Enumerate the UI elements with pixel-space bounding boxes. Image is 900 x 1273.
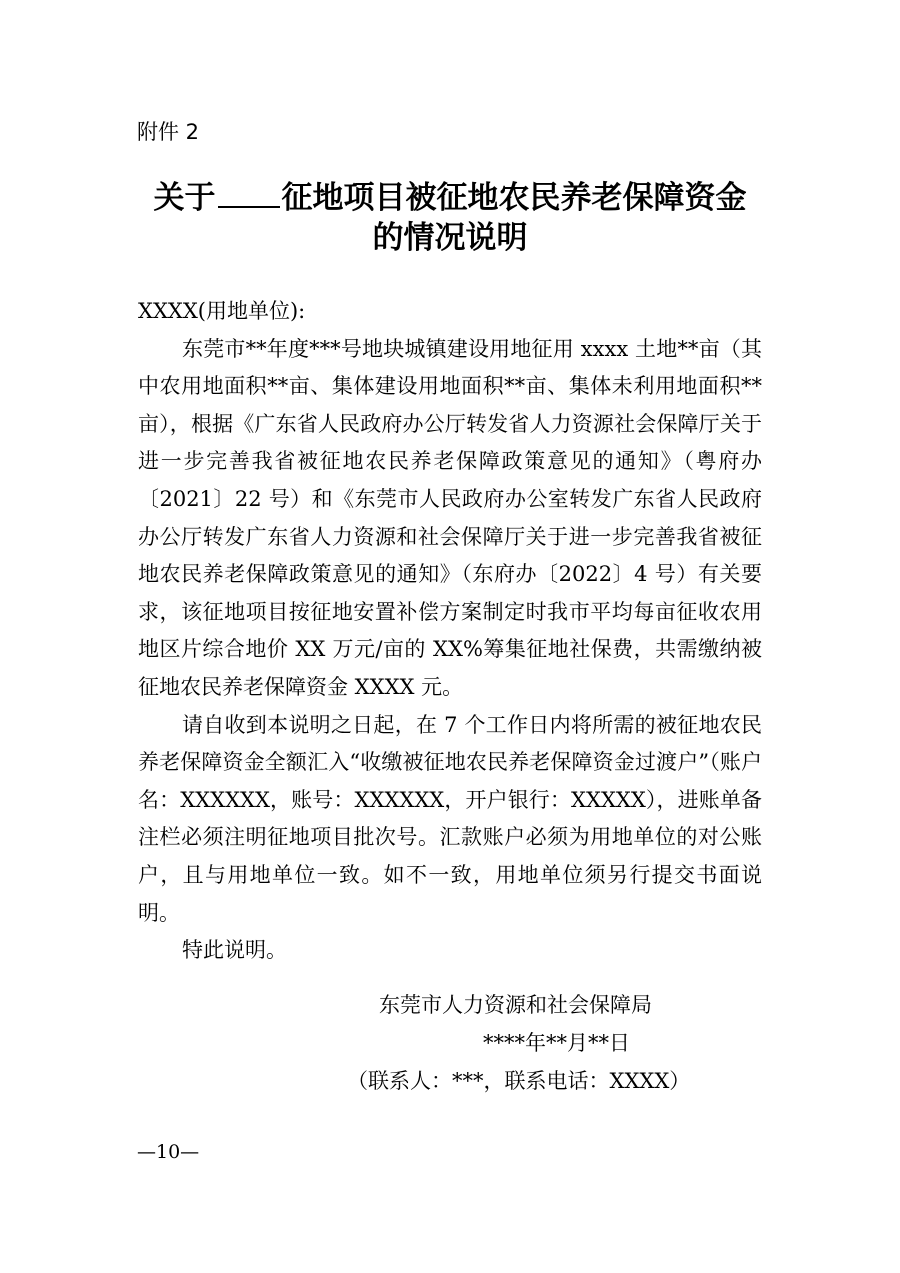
title-blank xyxy=(218,178,280,208)
paragraph-3: 特此说明。 xyxy=(182,938,287,963)
title-prefix: 关于 xyxy=(153,180,216,216)
salutation: XXXX(用地单位): xyxy=(138,299,306,323)
page-number: —10— xyxy=(137,1141,200,1163)
title-line-2: 的情况说明 xyxy=(372,220,528,256)
signature-contact: （联系人：***，联系电话：XXXX） xyxy=(347,1069,691,1093)
signature-date: ****年**月**日 xyxy=(483,1031,630,1055)
document-title xyxy=(0,178,900,258)
paragraph-2: 请自收到本说明之日起，在 7 个工作日内将所需的被征地农民养老保障资金全额汇入“收缴被征地农民养老保障资金过渡户”（账户名：XXXXXX，账号：XXXXXX，开户银行：XXXXX），进账单备注栏必须注明征地项目批次号。汇款账户必须为用地单位的对公账户，且与用地单位一致。如不一致，用地单位须另行提交书面说明。 xyxy=(138,712,762,925)
title-suffix: 征地项目被征地农民养老保障资金 xyxy=(281,180,747,216)
signature-org: 东莞市人力资源和社会保障局 xyxy=(379,993,652,1017)
title-line-1 xyxy=(0,178,900,218)
attachment-label: 附件 2 xyxy=(137,120,200,144)
document-body xyxy=(138,293,762,970)
paragraph-1: 东莞市**年度***号地块城镇建设用地征用 xxxx 土地**亩（其中农用地面积**亩、集体建设用地面积**亩、集体未利用地面积**亩），根据《广东省人民政府办公厅转发省人力资源社会保障厅关于进一步完善我省被征地农民养老保障政策意见的通知》（粤府办〔2021〕22 号）和《东莞市人民政府办公室转发广东省人民政府办公厅转发广东省人力资源和社会保障厅关于进一步完善我省被征地农民养老保障政策意见的通知》（东府办〔2022〕4 号）有关要求，该征地项目按征地安置补偿方案制定时我市平均每亩征收农用地区片综合地价 XX 万元/亩的 XX%筹集征地社保费，共需缴纳被征地农民养老保障资金 XXXX 元。 xyxy=(138,336,762,699)
